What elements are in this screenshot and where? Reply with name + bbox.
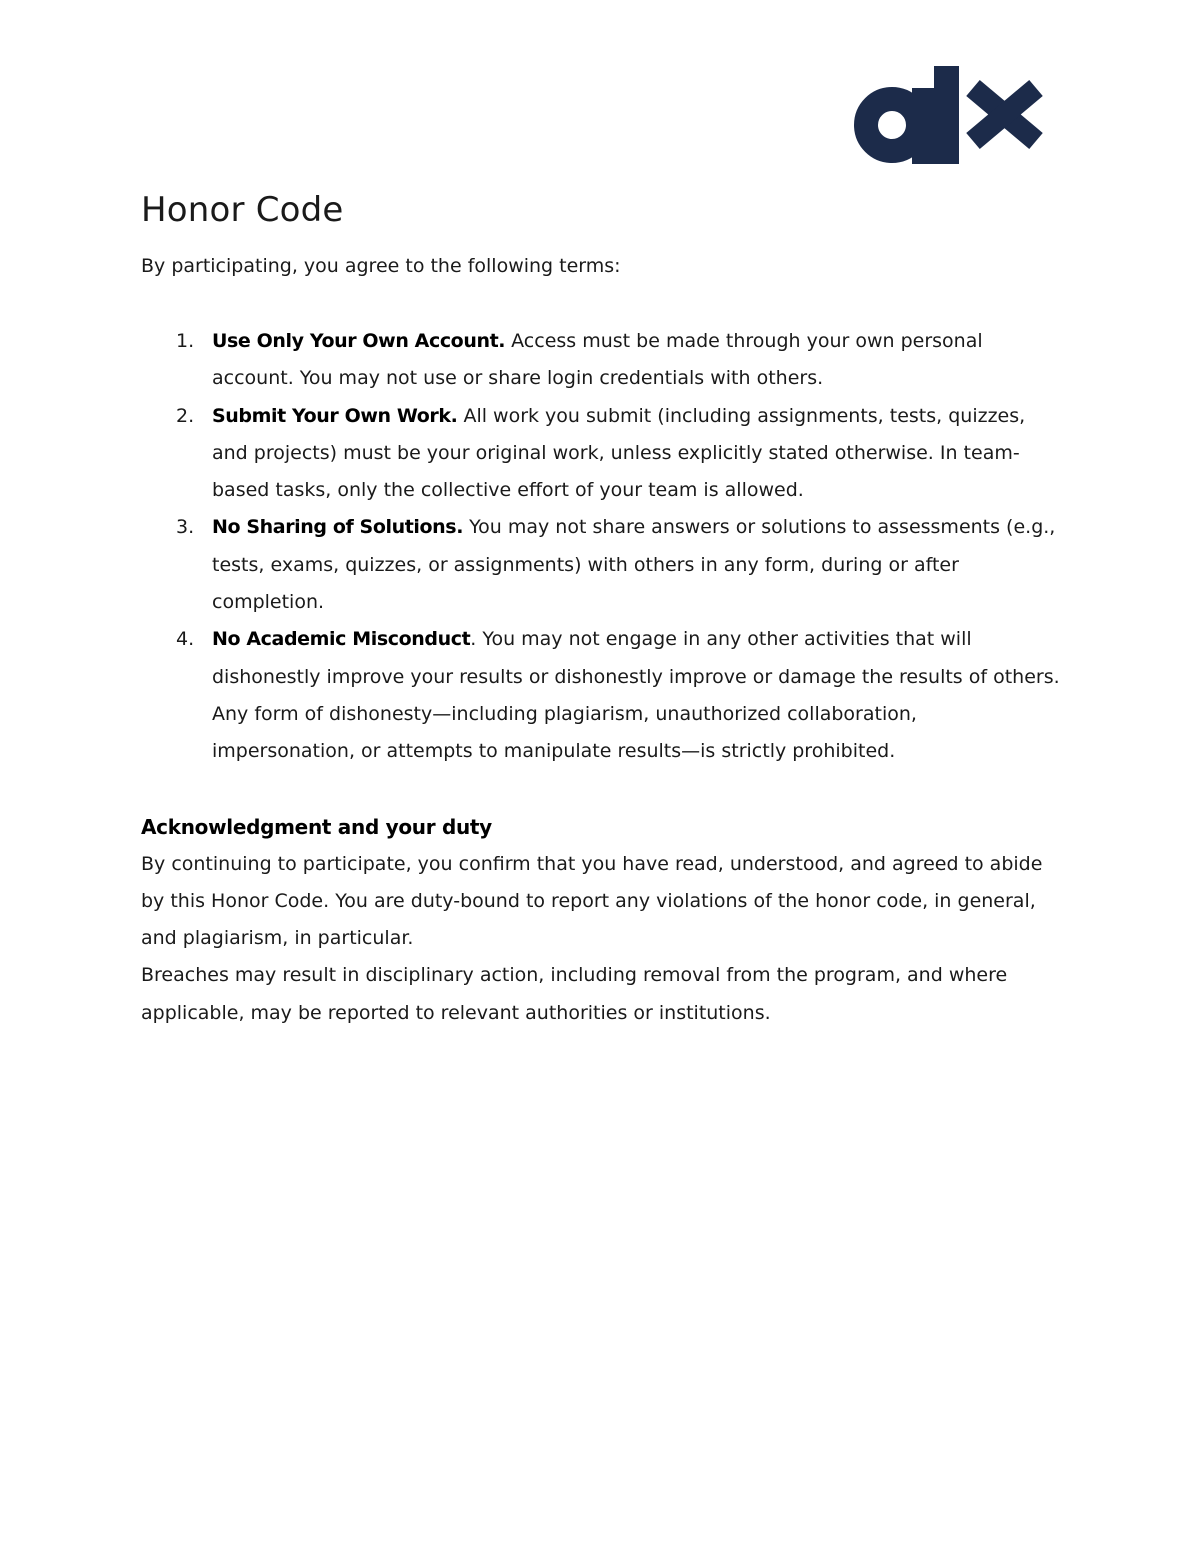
term-number: 1. xyxy=(176,330,195,352)
term-item xyxy=(141,621,1061,770)
term-number: 4. xyxy=(176,628,195,651)
term-body: . You may not engage in any other activities that will dishonestly improve your results or dishonestly improve or damage the results of others. Any form of dishonesty—including plagiarism, unauthorized collaboration, impersonation, or attempts to manipulate results—is strictly prohibited. xyxy=(212,628,1060,763)
terms-list xyxy=(141,323,1061,771)
term-number: 2. xyxy=(176,404,195,427)
term-body: All work you submit (including assignments, tests, quizzes, and projects) must be your original work, unless explicitly stated otherwise. In team-based tasks, only the collective effort of your team is allowed. xyxy=(212,404,1026,502)
term-heading: Submit Your Own Work. xyxy=(212,404,458,427)
term-heading: No Sharing of Solutions. xyxy=(212,516,464,539)
alx-logo xyxy=(852,64,1044,166)
term-body: You may not share answers or solutions to assessments (e.g., tests, exams, quizzes, or assignments) with others in any form, during or after completion. xyxy=(212,516,1056,614)
breaches-paragraph: Breaches may result in disciplinary action, including removal from the program, and where applicable, may be reported to relevant authorities or institutions. xyxy=(141,964,1008,1024)
intro-text: By participating, you agree to the following terms: xyxy=(141,255,621,277)
acknowledgment-paragraph: By continuing to participate, you confirm that you have read, understood, and agreed to abide by this Honor Code. You are duty-bound to report any violations of the honor code, in general, and plagiarism, in particular. xyxy=(141,852,1043,950)
document-content xyxy=(141,186,1061,1032)
term-item xyxy=(141,509,1061,621)
term-heading: Use Only Your Own Account. xyxy=(212,330,506,352)
acknowledgment-heading: Acknowledgment and your duty xyxy=(141,814,492,839)
page-title: Honor Code xyxy=(141,190,344,230)
term-item xyxy=(141,323,1061,398)
term-number: 3. xyxy=(176,516,195,539)
term-body: Access must be made through your own personal account. You may not use or share login credentials with others. xyxy=(212,330,983,390)
term-heading: No Academic Misconduct xyxy=(212,628,471,651)
term-item xyxy=(141,398,1061,510)
